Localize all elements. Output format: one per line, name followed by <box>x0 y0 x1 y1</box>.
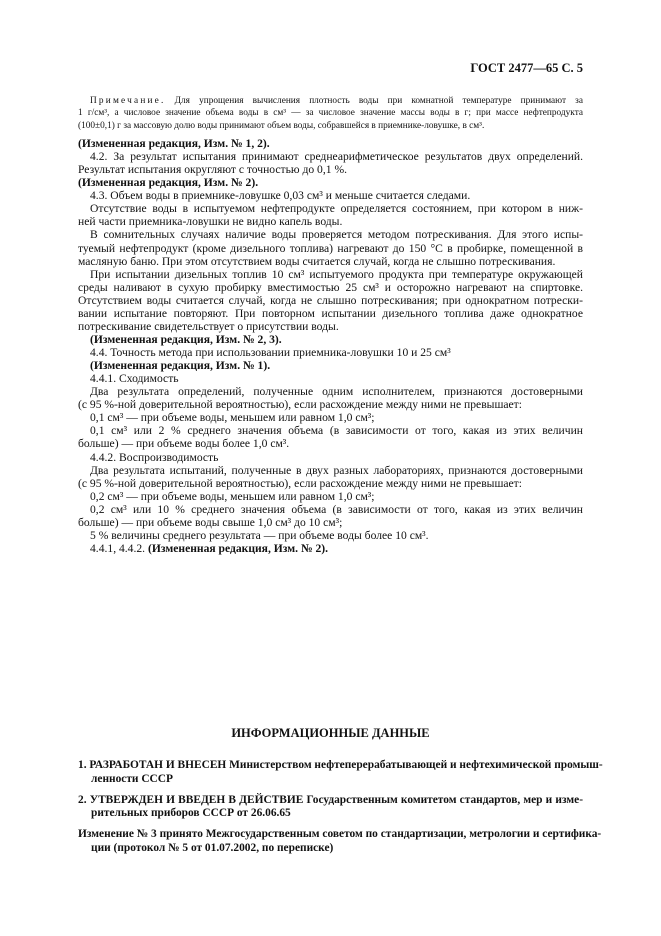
text-line: больше) — при объеме воды более 1,0 см³. <box>78 437 290 451</box>
text-line: В сомнительных случаях наличие воды проверяется методом потрескивания. Для этого испы- <box>90 228 583 242</box>
text-line: Два результата испытаний, полученные в двух разных лабораториях, признаются достоверными <box>90 463 583 477</box>
note-label: Примечание. <box>90 96 166 106</box>
text-line: Результат испытания округляют с точностью до 0,1 %. <box>78 163 347 177</box>
info-line: 1. РАЗРАБОТАН И ВНЕСЕН Министерством нефтеперерабатывающей и нефтехимической промыш- <box>78 759 603 771</box>
info-line: ленности СССР <box>91 772 173 785</box>
text-line: 4.4.2. Воспроизводимость <box>90 450 219 464</box>
info-line: Изменение № 3 принято Межгосударственным советом по стандартизации, метрологии и сертифика- <box>78 828 602 841</box>
text-line: При испытании дизельных топлив 10 см³ испытуемого продукта при температуре окружающей <box>90 267 583 281</box>
text-line: 4.4.1. Сходимость <box>90 372 179 386</box>
body-text <box>78 137 583 555</box>
info-item-approved <box>78 794 583 821</box>
amendment-note: (Измененная редакция, Изм. № 1). <box>90 359 271 373</box>
text-line: 4.4. Точность метода при использовании приемника-ловушки 10 и 25 см³ <box>90 346 451 359</box>
text-line: Отсутствием воды считается случай, когда не слышно потрескивания; при однократном потрески- <box>78 293 583 307</box>
text-line <box>78 542 583 555</box>
text-line: Два результата определений, полученные одним исполнителем, признаются достоверными <box>90 385 583 399</box>
amendment-note: (Измененная редакция, Изм. № 2). <box>147 541 329 555</box>
note-line: (100±0,1) г за массовую долю воды принимают объем воды, собравшейся в приемнике-ловушке, в см³. <box>78 120 485 131</box>
text-line: (с 95 %-ной доверительной вероятностью), если расхождение между ними не превышает: <box>78 398 522 412</box>
text-line: масляную баню. При этом отсутствием воды считается случай, когда не слышно потрескивания. <box>78 254 556 268</box>
info-line: 2. УТВЕРЖДЕН И ВВЕДЕН В ДЕЙСТВИЕ Государственным комитетом стандартов, мер и изме- <box>78 793 583 806</box>
text-line: вании испытание повторяют. При повторном испытании дизельного топлива даже однократное <box>78 306 583 320</box>
final-prefix: 4.4.1, 4.4.2. <box>90 541 148 555</box>
text-line: 4.3. Объем воды в приемнике-ловушке 0,03 см³ и меньше считается следами. <box>90 189 471 203</box>
info-line: рительных приборов СССР от 26.06.65 <box>91 807 291 820</box>
text-line: 4.2. За результат испытания принимают среднеарифметическое результатов двух определений. <box>90 150 583 164</box>
note-line: 1 г/см³, а числовое значение объема воды в см³ — за числовое значение массы воды в г; при массе нефтепродукта <box>78 108 583 119</box>
note-block <box>78 95 583 132</box>
info-title: ИНФОРМАЦИОННЫЕ ДАННЫЕ <box>231 726 430 740</box>
text-line: (с 95 %-ной доверительной вероятностью), если расхождение между ними не превышает: <box>78 476 522 490</box>
amendment-note: (Измененная редакция, Изм. № 2). <box>78 176 259 190</box>
note-text: Для упрощения вычисления плотность воды при комнатной температуре принимают за <box>165 96 583 106</box>
page-header: ГОСТ 2477—65 С. 5 <box>470 61 583 75</box>
text-line: ней части приемника-ловушки не видно капель воды. <box>78 215 343 229</box>
info-line: ции (протокол № 5 от 01.07.2002, по переписке) <box>91 841 334 854</box>
text-line: среды наливают в сухую пробирку вместимостью 25 см³ и осторожно нагревают на спиртовке. <box>78 280 583 294</box>
text-line: больше) — при объеме воды свыше 1,0 см³ до 10 см³; <box>78 515 343 529</box>
note-line <box>78 95 583 107</box>
text-line: 0,2 см³ или 10 % среднего значения объема (в зависимости от того, какая из этих величин <box>90 502 583 516</box>
amendment-note: (Измененная редакция, Изм. № 1, 2). <box>78 137 270 150</box>
text-line: Отсутствие воды в испытуемом нефтепродукте определяется состоянием, при котором в ниж- <box>90 202 583 216</box>
text-line: туемый нефтепродукт (кроме дизельного топлива) нагревают до 150 °С в пробирке, помещенной в <box>78 241 583 255</box>
info-item-amendment <box>78 828 602 855</box>
text-line: 5 % величины среднего результата — при объеме воды более 10 см³. <box>90 528 429 542</box>
text-line: 0,1 см³ — при объеме воды, меньшем или равном 1,0 см³; <box>90 411 375 425</box>
info-block <box>78 759 603 863</box>
amendment-note: (Измененная редакция, Изм. № 2, 3). <box>90 332 282 346</box>
text-line: 0,2 см³ — при объеме воды, меньшем или равном 1,0 см³; <box>90 489 375 503</box>
text-line: потрескивание свидетельствует о присутствии воды. <box>78 319 339 333</box>
text-line: 0,1 см³ или 2 % среднего значения объема (в зависимости от того, какая из этих величин <box>90 424 583 438</box>
info-item-developed <box>78 759 603 786</box>
